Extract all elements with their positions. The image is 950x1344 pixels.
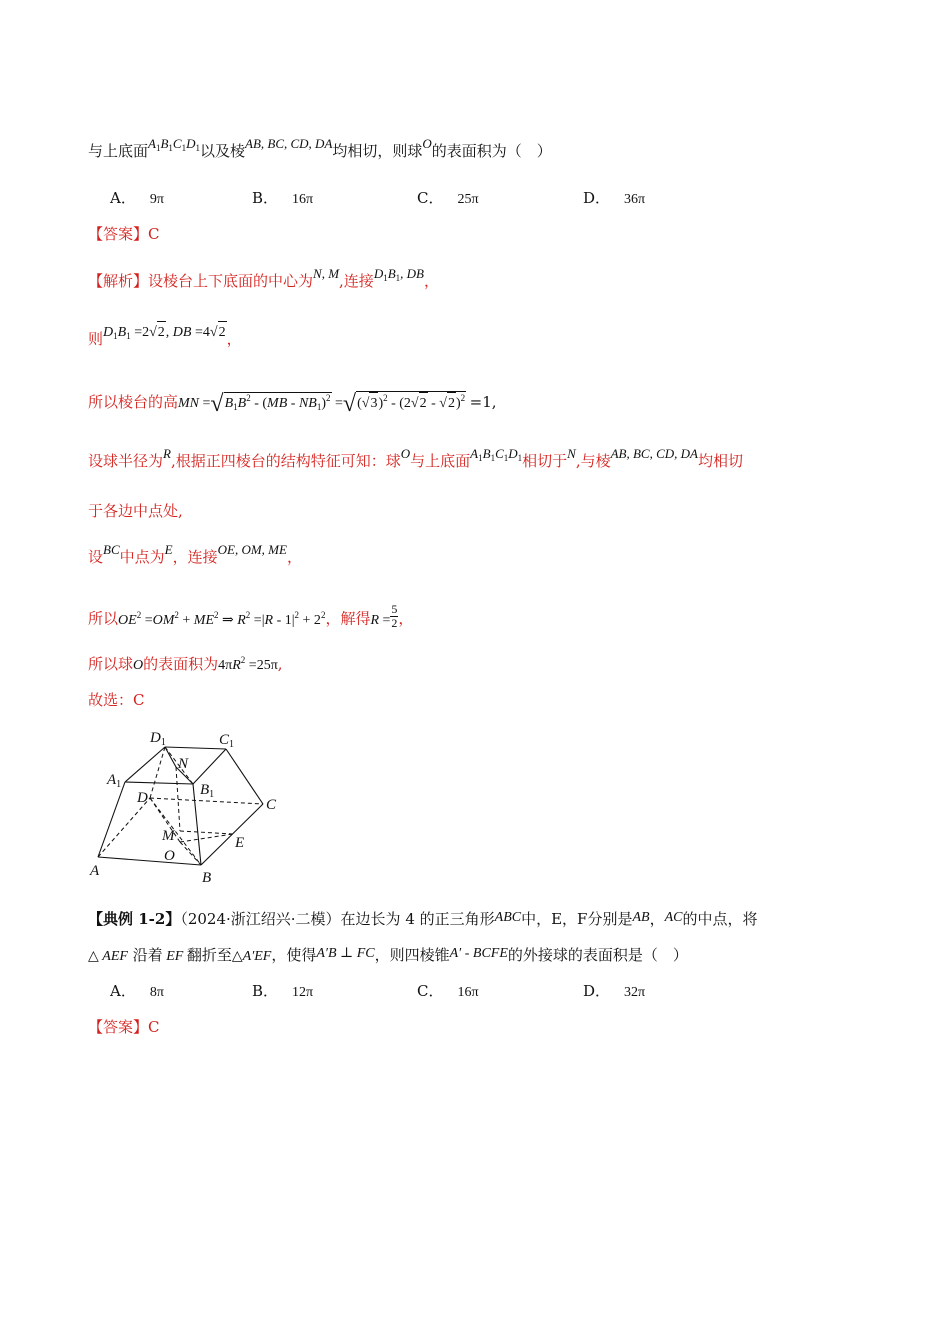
- solution-text: 相切于: [522, 452, 568, 470]
- option-value: 12π: [292, 985, 314, 1000]
- option-value: 32π: [624, 985, 646, 1000]
- q1-stem: [88, 136, 552, 164]
- q2-answer: [88, 1016, 160, 1038]
- height-formula: MN $=√B_1B^2 - (MB - NB_1)^2 =√(√3)^2 - (2√2 - √2)^2$: [178, 391, 466, 417]
- diagonals: $D_1B_1$, DB: [373, 266, 424, 283]
- q2-text: 在边长为 4 的正三角形: [340, 910, 495, 928]
- solution-line-1: [88, 266, 440, 294]
- label-b: B: [202, 870, 212, 886]
- q2-option-b: [252, 980, 313, 1004]
- equation: $OE^2 =OM^2 + ME^2$ ⇒ $R^2 =|R - 1|^2 + 2^2$: [118, 609, 326, 628]
- solution-text: 故选：C: [88, 691, 145, 709]
- q2-text: 的外接球的表面积是（ ）: [507, 946, 688, 964]
- label-d1: $D_1$: [150, 730, 166, 748]
- q1-option-a: [110, 187, 164, 211]
- solution-text: 所以棱台的高: [88, 393, 179, 411]
- option-value: 36π: [624, 192, 646, 207]
- edge-bc: BC: [103, 542, 120, 557]
- tri-aef: △ AEF: [88, 949, 128, 964]
- q2-text: ，则四棱锥: [374, 946, 450, 964]
- solution-line-9: [88, 689, 144, 711]
- solution-text: ，解得: [325, 609, 371, 628]
- label-o: O: [164, 848, 175, 864]
- answer-label: 【答案】: [88, 1018, 149, 1036]
- q2-option-d: [583, 980, 645, 1004]
- label-n: N: [178, 756, 189, 772]
- option-letter: B．: [252, 189, 279, 207]
- q1-option-b: [252, 187, 313, 211]
- solution-text: ,连接: [339, 272, 374, 290]
- point-e: E: [164, 542, 173, 557]
- label-c1: $C_1$: [219, 732, 235, 750]
- label-m: M: [162, 828, 175, 844]
- area-result: $4\pi R^2 =25\pi$: [218, 655, 278, 673]
- edge-c1-b1: [193, 749, 226, 784]
- solution-line-5: [88, 500, 183, 522]
- segments: OE, OM, ME: [217, 542, 287, 557]
- seg-ef: EF: [162, 949, 187, 964]
- q1-edges: AB, BC, CD, DA: [245, 136, 333, 151]
- q1-stem-text: 与上底面: [88, 142, 149, 160]
- solution-text: ,与棱: [575, 452, 611, 470]
- radius-result: R = $\frac{5}{2}$: [370, 602, 398, 630]
- edge-a-a1: [98, 782, 125, 857]
- solution-line-8: [88, 653, 283, 677]
- triangle-abc: ABC: [494, 910, 522, 925]
- q1-answer: [88, 223, 160, 245]
- q1-option-d: [583, 187, 645, 211]
- label-b1: $B_1$: [200, 782, 215, 800]
- option-letter: B．: [252, 982, 279, 1000]
- diagonal-lengths: $D_1B_1 =2√2$, DB =4√2: [103, 325, 227, 340]
- option-letter: D．: [583, 982, 611, 1000]
- q1-option-c: [417, 187, 479, 211]
- edge-a-b: [98, 857, 201, 865]
- edges-list: AB, BC, CD, DA: [610, 446, 698, 461]
- edge-d-d1: [150, 747, 165, 798]
- q2-option-a: [110, 980, 164, 1004]
- frustum-figure: [88, 722, 298, 887]
- q2-text: 分别是: [587, 910, 633, 928]
- sphere-o: O: [400, 446, 411, 461]
- seg-ac: AC: [664, 910, 683, 925]
- solution-text: 中点为: [119, 548, 165, 566]
- label-c: C: [266, 797, 277, 813]
- edge-d-c: [150, 798, 263, 804]
- label-a1: $A_1$: [107, 772, 122, 790]
- solution-text: 所以: [88, 609, 119, 628]
- solution-line-2: [88, 325, 242, 352]
- radius-r: R: [163, 446, 171, 461]
- solution-text: 均相切: [697, 452, 743, 470]
- solution-text: ，: [226, 330, 242, 348]
- q2-text: 翻折至: [186, 946, 232, 964]
- solution-text: 与上底面: [410, 452, 471, 470]
- solution-text: 设球半径为: [88, 452, 164, 470]
- diag-d-b: [150, 798, 201, 865]
- option-letter: A．: [110, 982, 136, 1000]
- q1-stem-text: 的表面积为（ ）: [431, 142, 552, 160]
- segment-m-e: [180, 831, 233, 834]
- option-letter: A．: [110, 189, 136, 207]
- option-letter: D．: [583, 189, 611, 207]
- answer-value: C: [148, 225, 160, 243]
- q2-text: E，F: [551, 910, 588, 928]
- sphere-o-2: O: [133, 658, 144, 673]
- solution-text: ，连接: [172, 548, 218, 566]
- tri-a-prime-ef: △A′EF: [231, 949, 272, 964]
- q1-face: $A_1B_1C_1D_1$: [148, 136, 200, 153]
- q2-line-2: [88, 944, 688, 968]
- pyramid: A′ - BCFE: [449, 946, 508, 961]
- seg-ab: AB: [632, 910, 650, 925]
- q2-text: 中，: [521, 910, 552, 928]
- edge-a-d: [98, 798, 150, 857]
- solution-text: 设: [88, 548, 104, 566]
- solution-line-6: [88, 542, 302, 569]
- answer-label: 【答案】: [88, 225, 149, 243]
- example-source: （2024·浙江绍兴·二模）: [180, 910, 341, 928]
- label-a: A: [90, 863, 100, 879]
- q2-text: 的中点，将: [682, 910, 758, 928]
- example-label: 【典例 1-2】: [88, 910, 181, 928]
- option-letter: C．: [417, 189, 444, 207]
- solution-text: ,根据正四棱台的结构特征可知：球: [170, 452, 401, 470]
- q2-option-c: [417, 980, 479, 1004]
- point-n: N: [567, 446, 576, 461]
- solution-line-4: [88, 446, 743, 474]
- solution-text: ，: [424, 272, 440, 290]
- solution-text: 设棱台上下底面的中心为: [148, 272, 314, 290]
- option-value: 16π: [292, 192, 314, 207]
- answer-value: C: [148, 1018, 160, 1036]
- option-value: 8π: [149, 985, 164, 1000]
- solution-line-3: [88, 389, 497, 415]
- option-value: 16π: [457, 985, 479, 1000]
- q1-stem-text: 以及棱: [199, 142, 245, 160]
- solution-text: 的表面积为: [143, 655, 219, 673]
- solution-text: 所以球: [88, 655, 134, 673]
- edge-a1-d1: [125, 747, 165, 782]
- q2-text: ，: [649, 910, 665, 928]
- option-value: 25π: [457, 192, 479, 207]
- option-letter: C．: [417, 982, 444, 1000]
- q2-text: ，使得: [271, 946, 317, 964]
- top-face: $A_1B_1C_1D_1$: [470, 446, 523, 463]
- option-value: 9π: [149, 192, 164, 207]
- solution-text: ，: [286, 548, 302, 566]
- solution-text: ,: [277, 655, 283, 673]
- q2-text: 沿着: [132, 946, 163, 964]
- solution-text: ，: [398, 609, 414, 628]
- perp-condition: A′B ⊥ FC: [316, 946, 375, 961]
- edge-d1-c1: [165, 747, 226, 749]
- q2-line-1: [88, 908, 758, 932]
- edge-c-c1: [226, 749, 263, 804]
- solution-label: 【解析】: [88, 272, 149, 290]
- q1-sphere: O: [422, 136, 432, 151]
- solution-text: 于各边中点处,: [88, 502, 183, 520]
- q1-stem-text: 均相切，则球: [332, 142, 423, 160]
- solution-text: =1,: [469, 393, 497, 411]
- label-d: D: [137, 790, 148, 806]
- label-e: E: [235, 835, 245, 851]
- edge-b1-a1: [125, 782, 193, 784]
- solution-text: 则: [88, 330, 104, 348]
- solution-line-7: [88, 602, 414, 634]
- centers-nm: N, M: [313, 266, 340, 281]
